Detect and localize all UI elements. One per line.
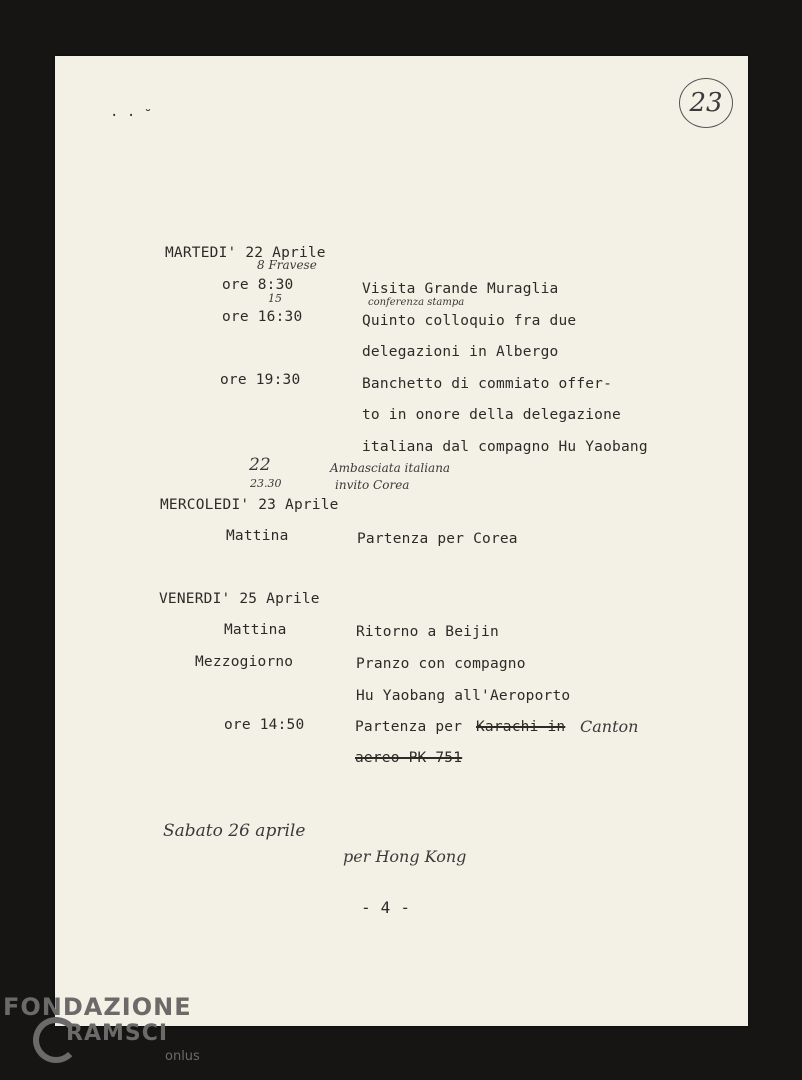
time-label: Mattina — [226, 528, 289, 544]
page-marker: 23 — [689, 88, 723, 118]
corner-marks: · · ˘ — [110, 108, 153, 124]
event-line: Banchetto di commiato offer- — [362, 376, 613, 392]
time-label: Mattina — [224, 622, 287, 638]
handwritten-note: per Hong Kong — [343, 847, 467, 866]
handwritten-note: 8 Fravese — [257, 258, 317, 272]
day-heading-tuesday: MARTEDI' 22 Aprile — [165, 245, 326, 261]
event-line: Visita Grande Muraglia — [362, 281, 559, 297]
day-heading-friday: VENERDI' 25 Aprile — [159, 591, 320, 607]
logo-line-3: onlus — [165, 1049, 200, 1064]
page-number: - 4 - — [361, 898, 411, 917]
time-label: ore 14:50 — [224, 717, 305, 733]
event-line: Pranzo con compagno — [356, 656, 526, 672]
handwritten-note: 23.30 — [250, 477, 282, 490]
day-heading-wednesday: MERCOLEDI' 23 Aprile — [160, 497, 339, 513]
event-line: delegazioni in Albergo — [362, 344, 559, 360]
handwritten-note: Canton — [580, 717, 639, 736]
event-line: Ritorno a Beijin — [356, 624, 499, 640]
event-line: Hu Yaobang all'Aeroporto — [356, 688, 571, 704]
event-line: to in onore della delegazione — [362, 407, 621, 423]
handwritten-note: 15 — [268, 292, 282, 305]
time-label: ore 19:30 — [220, 372, 301, 388]
event-line: Quinto colloquio fra due — [362, 313, 577, 329]
logo-line-1: FONDAZIONE — [3, 993, 192, 1021]
handwritten-note: Sabato 26 aprile — [163, 821, 306, 841]
time-label: ore 8:30 — [222, 277, 294, 293]
struck-text: Karachi in — [476, 719, 566, 735]
page-marker-circle — [679, 78, 733, 128]
event-line: italiana dal compagno Hu Yaobang — [362, 439, 648, 455]
handwritten-note: Ambasciata italiana — [330, 461, 451, 475]
event-line: Partenza per — [355, 719, 463, 735]
handwritten-note: 22 — [249, 455, 271, 475]
archive-logo — [3, 993, 200, 1064]
time-label: Mezzogiorno — [195, 654, 294, 670]
time-label: ore 16:30 — [222, 309, 303, 325]
handwritten-note: invito Corea — [335, 478, 410, 492]
struck-text: aereo PK 751 — [355, 750, 463, 766]
logo-line-2: RAMSCI — [66, 1021, 169, 1046]
event-line: Partenza per Corea — [357, 531, 518, 547]
handwritten-note: conferenza stampa — [368, 297, 465, 308]
